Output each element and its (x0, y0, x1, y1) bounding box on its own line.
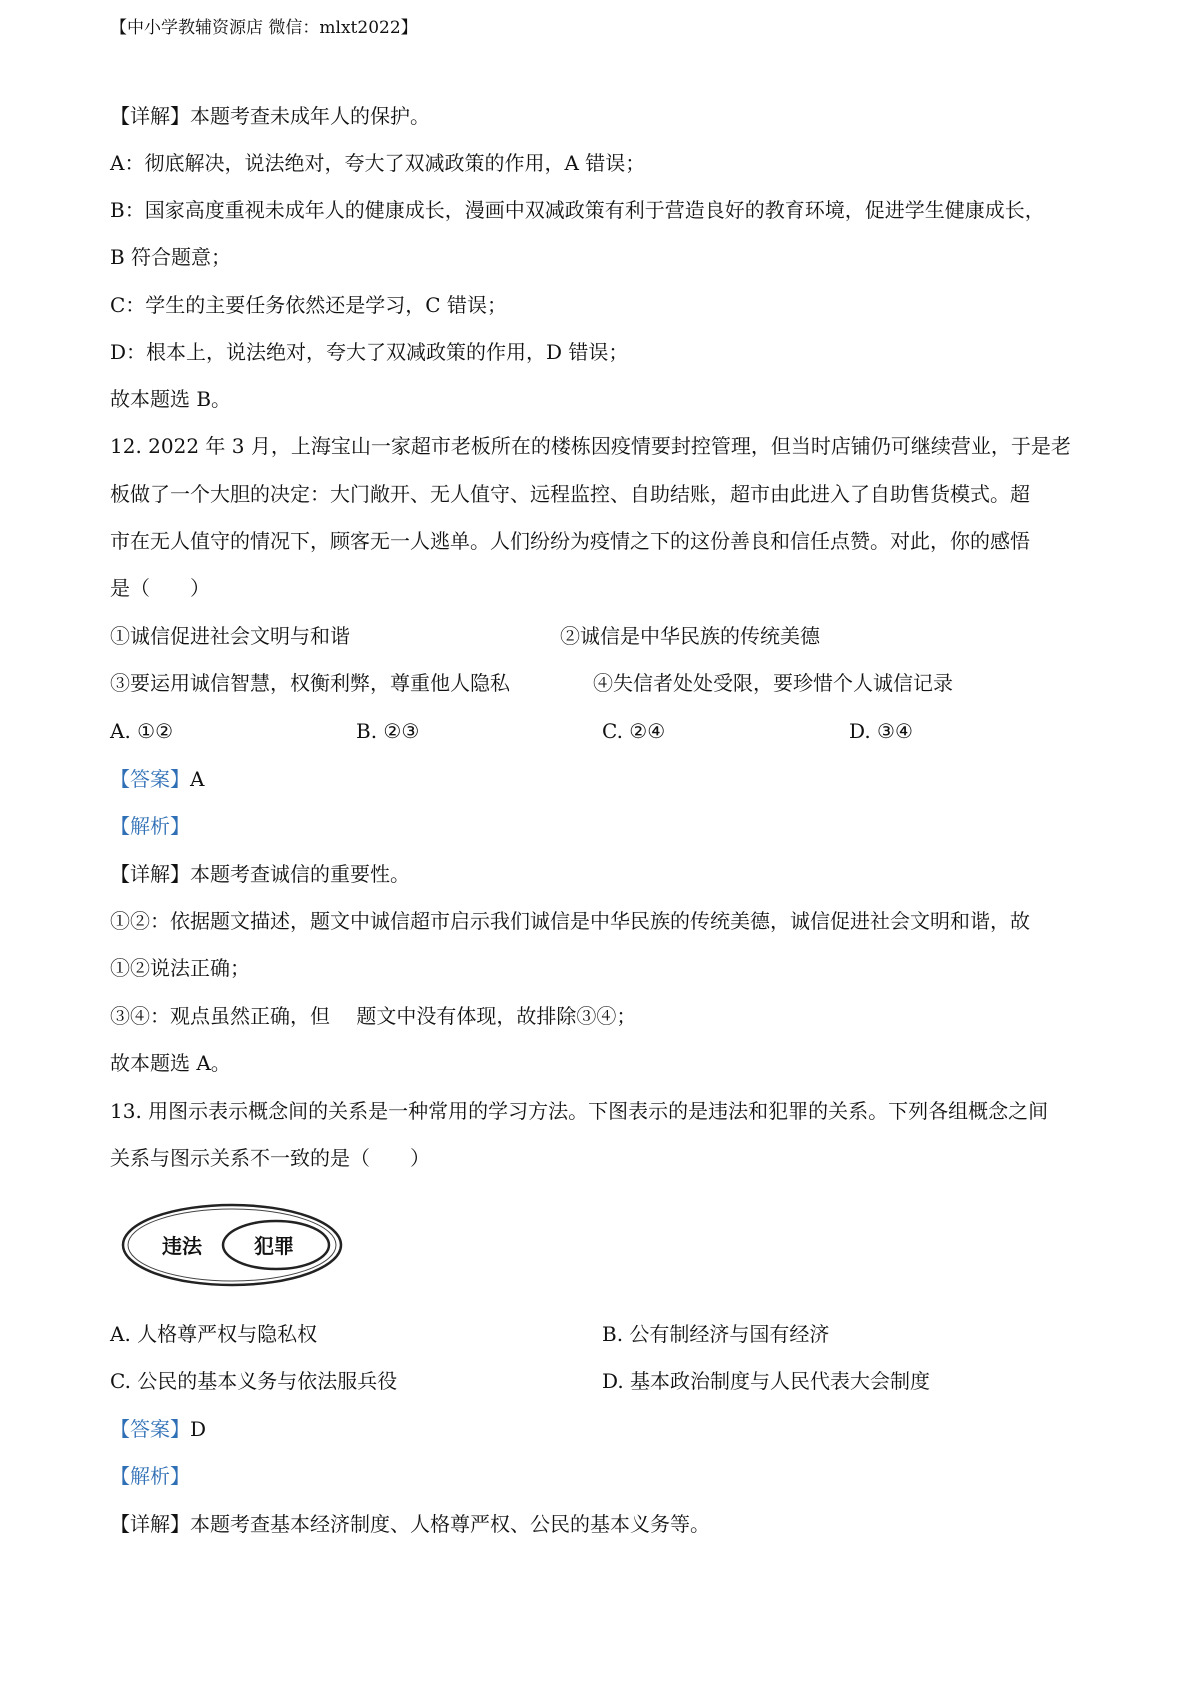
q12-explain-line2: ①②说法正确； (110, 956, 250, 980)
q13-analysis-label: 【解析】 (110, 1464, 190, 1488)
q11-detail: 【详解】本题考查未成年人的保护。 (110, 104, 430, 128)
q13-detail: 【详解】本题考查基本经济制度、人格尊严权、公民的基本义务等。 (110, 1512, 710, 1536)
venn-diagram-svg (118, 1199, 348, 1291)
q12-answer (110, 766, 1100, 792)
q12-conclusion: 故本题选 A。 (110, 1051, 231, 1075)
q12-item-3: ③要运用诚信智慧，权衡利弊，尊重他人隐私 (110, 671, 510, 695)
q12-stem-line2: 板做了一个大胆的决定：大门敞开、无人值守、远程监控、自助结账，超市由此进入了自助售货模式。超 (110, 482, 1030, 506)
q12-stem-line4: 是（ ） (110, 576, 210, 600)
venn-diagram (118, 1199, 348, 1291)
q13-option-d: D. 基本政治制度与人民代表大会制度 (602, 1369, 931, 1393)
q12-analysis-label: 【解析】 (110, 814, 190, 838)
q13-answer-value: D (190, 1417, 207, 1441)
inner-label: 犯罪 (254, 1234, 294, 1258)
q11-explain-b-line1: B：国家高度重视未成年人的健康成长，漫画中双减政策有利于营造良好的教育环境，促进学生健康成长， (110, 198, 1045, 222)
q13-option-c: C. 公民的基本义务与依法服兵役 (110, 1369, 398, 1393)
q13-answer (110, 1416, 1100, 1442)
q11-conclusion: 故本题选 B。 (110, 387, 232, 411)
q12-stem-line3: 市在无人值守的情况下，顾客无一人逃单。人们纷纷为疫情之下的这份善良和信任点赞。对此，你的感悟 (110, 529, 1030, 553)
q13-stem-line1: 13. 用图示表示概念间的关系是一种常用的学习方法。下图表示的是违法和犯罪的关系。下列各组概念之间 (110, 1099, 1049, 1123)
q13-option-a: A. 人格尊严权与隐私权 (110, 1322, 318, 1346)
q13-stem-line2: 关系与图示关系不一致的是（ ） (110, 1146, 430, 1170)
q12-option-d: D. ③④ (849, 719, 913, 743)
q11-explain-a: A：彻底解决，说法绝对，夸大了双减政策的作用，A 错误； (110, 151, 646, 175)
q12-explain-line1: ①②：依据题文描述，题文中诚信超市启示我们诚信是中华民族的传统美德，诚信促进社会文明和谐，故 (110, 909, 1030, 933)
q13-answer-label: 【答案】 (110, 1417, 190, 1441)
q13-option-b: B. 公有制经济与国有经济 (602, 1322, 830, 1346)
outer-ellipse (123, 1205, 341, 1285)
q12-option-b: B. ②③ (356, 719, 420, 743)
q12-option-a: A. ①② (110, 719, 174, 743)
q12-item-1: ①诚信促进社会文明与和谐 (110, 624, 350, 648)
page-header: 【中小学教辅资源店 微信：mlxt2022】 (110, 18, 418, 38)
q12-answer-value: A (190, 767, 205, 791)
q11-explain-d: D：根本上，说法绝对，夸大了双减政策的作用，D 错误； (110, 340, 629, 364)
q12-detail: 【详解】本题考查诚信的重要性。 (110, 862, 410, 886)
q11-explain-b-line2: B 符合题意； (110, 245, 232, 269)
q12-item-2: ②诚信是中华民族的传统美德 (560, 624, 820, 648)
q12-explain-line3: ③④：观点虽然正确，但 题文中没有体现，故排除③④； (110, 1004, 637, 1028)
outer-label: 违法 (162, 1234, 202, 1258)
q12-stem-line1: 12. 2022 年 3 月，上海宝山一家超市老板所在的楼栋因疫情要封控管理，但当时店铺仍可继续营业，于是老 (110, 434, 1071, 458)
q12-item-4: ④失信者处处受限，要珍惜个人诚信记录 (593, 671, 953, 695)
outer-ellipse-inner-ring (128, 1209, 336, 1281)
q12-answer-label: 【答案】 (110, 767, 190, 791)
q11-explain-c: C：学生的主要任务依然还是学习，C 错误； (110, 293, 507, 317)
q12-option-c: C. ②④ (602, 719, 666, 743)
